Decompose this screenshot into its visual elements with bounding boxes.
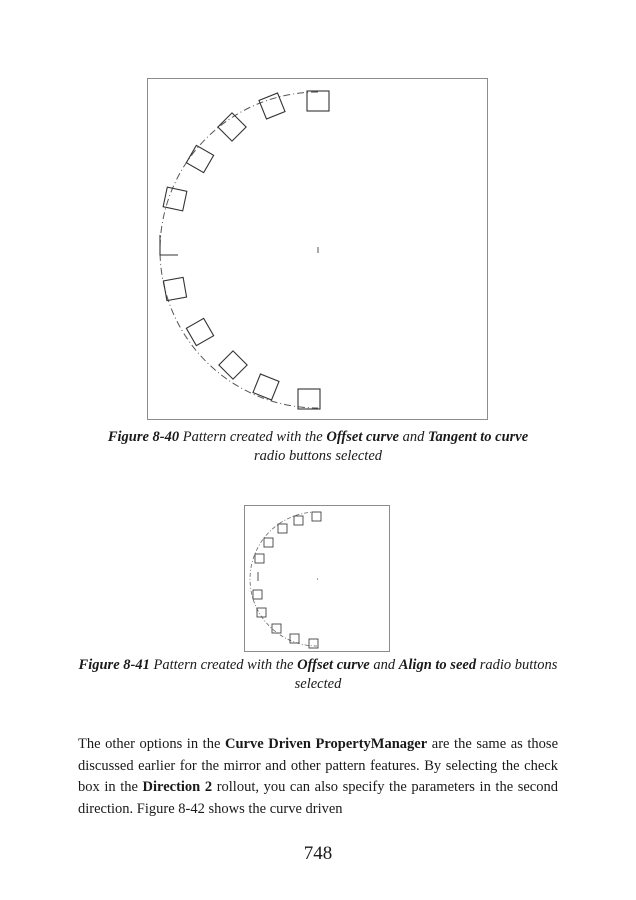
pattern-square — [253, 374, 279, 400]
pattern-square — [253, 590, 262, 599]
figure-8-41-caption — [78, 656, 558, 694]
caption-text: radio buttons selected — [253, 448, 383, 464]
figure-label: Figure 8-41 — [78, 657, 150, 673]
pattern-tangent-drawing — [148, 79, 489, 421]
pattern-square — [264, 538, 273, 547]
body-bold: Direction 2 — [142, 779, 213, 795]
caption-text: radio buttons selected — [294, 657, 558, 692]
pattern-square — [307, 91, 329, 111]
guide-curve — [160, 92, 318, 408]
figure-8-40-image — [147, 78, 488, 420]
caption-bold: Offset curve — [297, 657, 370, 673]
caption-text: and — [373, 657, 396, 673]
caption-text: Pattern created with the — [182, 429, 323, 445]
pattern-square — [257, 608, 266, 617]
pattern-square — [219, 351, 247, 379]
pattern-square — [278, 524, 287, 533]
pattern-align-drawing — [245, 506, 391, 653]
caption-text: and — [402, 429, 425, 445]
figure-label: Figure 8-40 — [107, 429, 180, 445]
pattern-square — [163, 187, 187, 211]
guide-curve — [250, 512, 317, 646]
body-text: are the same as those discussed earlier for the mirror and other pattern features. By selecting the check box in the — [78, 736, 559, 795]
figure-8-41-image — [244, 505, 390, 652]
body-bold: Curve Driven PropertyManager — [224, 736, 428, 752]
pattern-square-partial — [160, 235, 178, 255]
pattern-square — [309, 639, 318, 648]
body-text: rollout, you can also specify the parameters in the second direction. Figure 8-42 shows the curve driven — [78, 779, 558, 817]
pattern-square — [298, 389, 320, 409]
body-text: The other options in the — [78, 736, 221, 752]
caption-bold: Offset curve — [326, 429, 399, 445]
page-number: 748 — [303, 843, 333, 864]
pattern-square — [272, 624, 281, 633]
pattern-square — [255, 554, 264, 563]
pattern-square — [294, 516, 303, 525]
pattern-square — [186, 145, 213, 172]
figure-8-40-caption — [78, 428, 558, 466]
pattern-square — [259, 93, 285, 119]
caption-text: Pattern created with the — [153, 657, 294, 673]
pattern-square — [290, 634, 299, 643]
body-paragraph — [78, 734, 558, 820]
pattern-square — [186, 318, 213, 345]
caption-bold: Tangent to curve — [428, 429, 529, 445]
caption-bold: Align to seed — [398, 657, 477, 673]
pattern-square — [312, 512, 321, 521]
